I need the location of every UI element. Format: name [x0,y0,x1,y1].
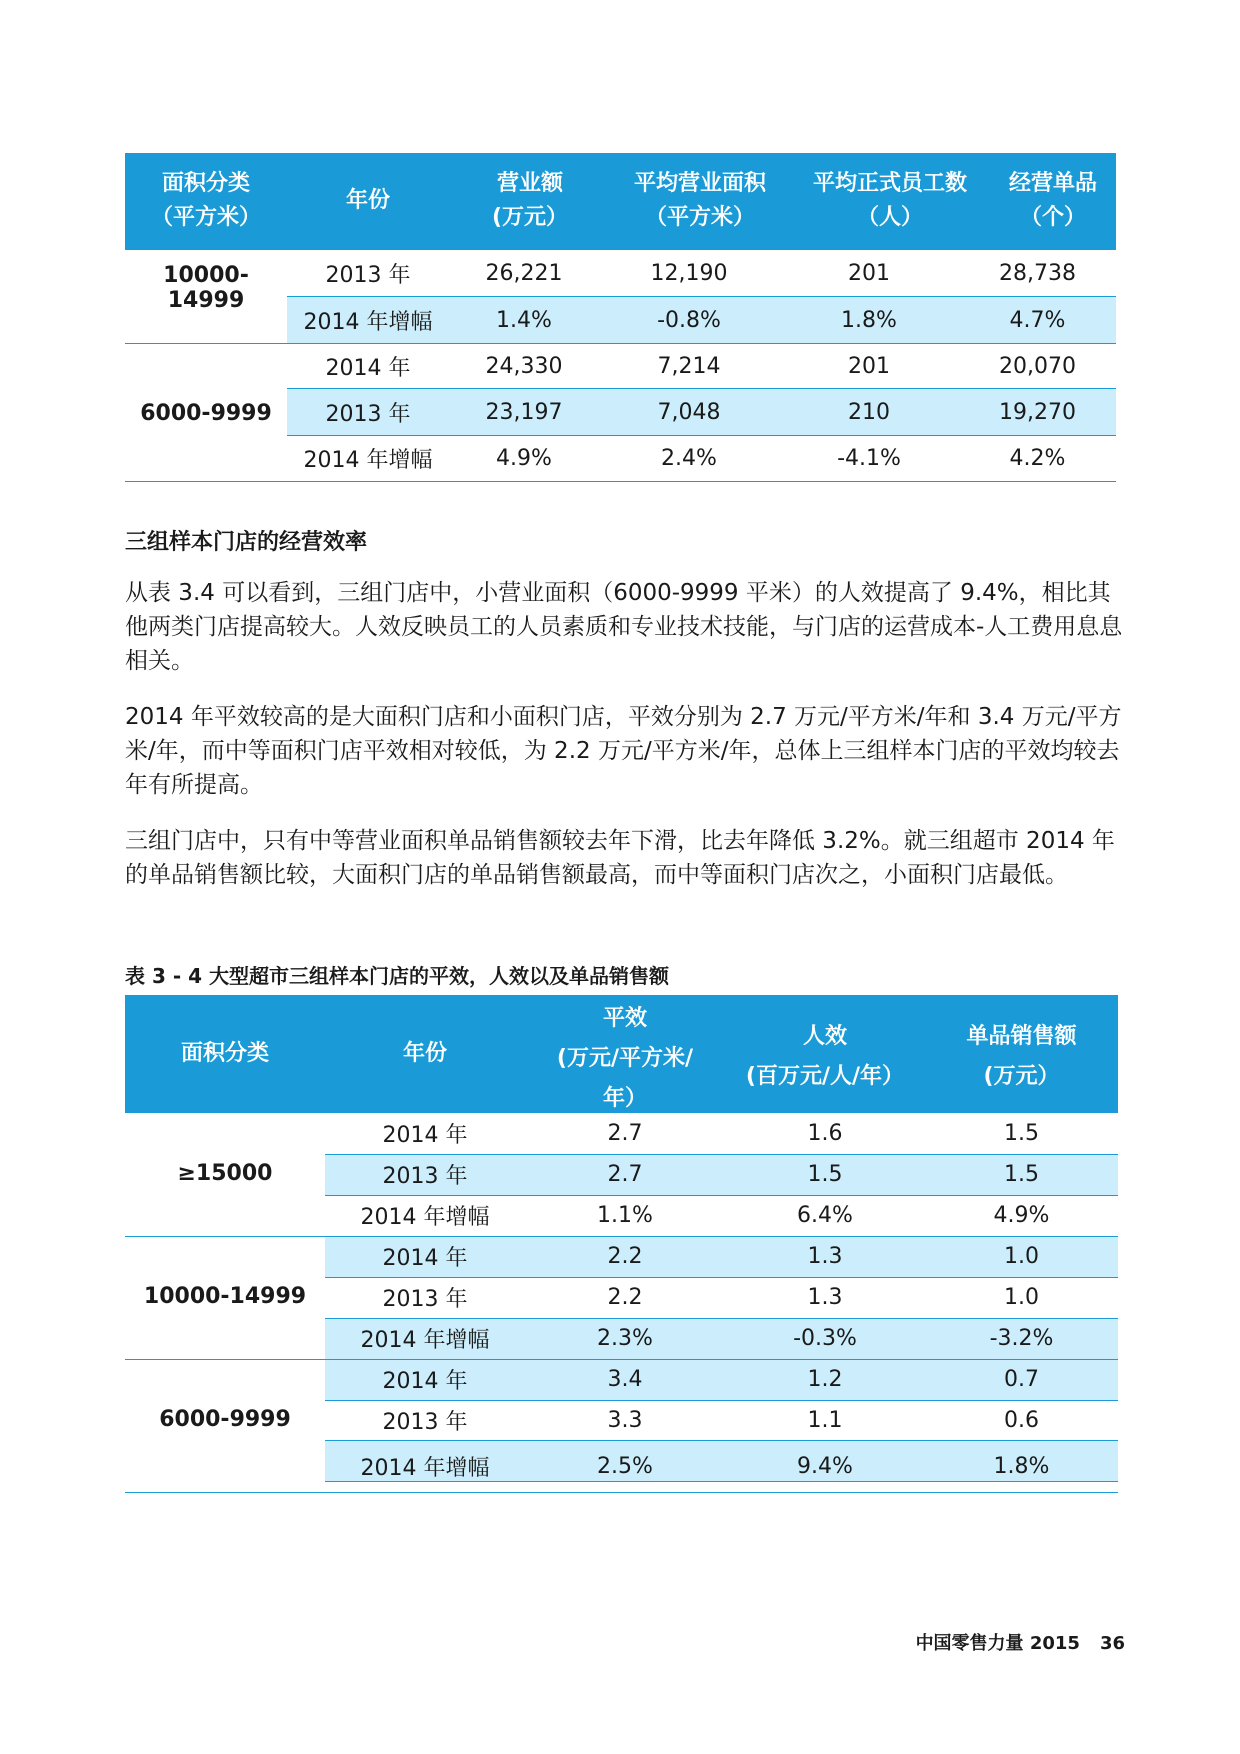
value-cell: 201 [848,261,890,286]
value-cell: 24,330 [485,353,563,379]
value-cell: 1.0 [1004,1244,1039,1269]
value-cell: 7,048 [657,399,721,425]
t1-segment-6000-9999: 6000-9999 [140,401,272,426]
value-cell: 3.4 [607,1367,643,1392]
table-row [325,1195,1118,1236]
value-cell: 26,221 [485,261,563,286]
value-cell: 1.0 [1004,1285,1039,1310]
value-cell: 6.4% [797,1203,853,1228]
value-cell: 1.5 [1004,1162,1039,1187]
page-footer [896,1629,1125,1655]
value-cell: -0.3% [793,1326,857,1351]
t1-segment-10000-14999: 10000-14999 [163,263,249,313]
year-cell: 2013 年 [325,401,411,427]
t1-header-sku: 经营单品 （个） [1008,171,1097,230]
table-row [287,343,1116,389]
t2-group-2-rows [325,1236,1118,1359]
value-cell: 28,738 [999,261,1076,286]
t2-header-sku-sales: 单品销售额 (万元） [966,1024,1077,1089]
paragraph-1: 从表 3.4 可以看到，三组门店中，小营业面积（6000-9999 平米）的人效提高了 9.4%，相比其他两类门店提高较大。人效反映员工的人员素质和专业技术技能，与门店的运营成本-人工费用息息相关。 [125,580,1123,674]
t2-segment-10000-14999: 10000-14999 [143,1284,307,1309]
value-cell: 4.9% [496,445,552,471]
value-cell: 12,190 [650,261,728,286]
table-2-caption: 表 3 - 4 大型超市三组样本门店的平效，人效以及单品销售额 [125,964,669,988]
t1-header-year: 年份 [345,188,390,213]
table-row [287,297,1116,343]
table-row [325,1113,1118,1154]
value-cell: 4.9% [993,1203,1050,1228]
value-cell: 23,197 [485,399,563,425]
year-cell: 2013 年 [325,263,411,288]
value-cell: 210 [848,399,890,425]
table-row [325,1318,1118,1359]
table-row [325,1154,1118,1195]
value-cell: 0.6 [1004,1408,1039,1433]
value-cell: 7,214 [657,353,721,379]
table-row [325,1236,1118,1277]
value-cell: 2.7 [607,1121,643,1146]
t2-group-1-rows [325,1113,1118,1236]
t2-segment-15000: ≥15000 [177,1161,273,1186]
year-cell: 2013 年 [382,1410,468,1435]
table-row [325,1277,1118,1318]
t1-header-area: 平均营业面积 （平方米） [633,171,766,230]
value-cell: -0.8% [657,307,721,333]
section-title: 三组样本门店的经营效率 [125,530,368,555]
value-cell: 2.5% [597,1454,653,1479]
year-cell: 2013 年 [382,1287,468,1312]
year-cell: 2014 年增幅 [303,309,433,335]
value-cell: 1.8% [841,307,897,333]
value-cell: 19,270 [999,399,1076,425]
year-cell: 2014 年增幅 [303,447,433,473]
year-cell: 2014 年 [382,1369,468,1394]
table-row [287,250,1116,297]
value-cell: 201 [848,353,890,379]
table-row [325,1400,1118,1441]
paragraph-3: 三组门店中，只有中等营业面积单品销售额较去年下滑，比去年降低 3.2%。就三组超市 2014 年的单品销售额比较，大面积门店的单品销售额最高，而中等面积门店次之，小面积门店最低。 [125,828,1115,888]
year-cell: 2014 年增幅 [360,1456,490,1481]
year-cell: 2014 年增幅 [360,1328,490,1353]
t2-header-year: 年份 [402,1041,447,1066]
value-cell: 1.8% [993,1454,1050,1479]
value-cell: 20,070 [999,353,1076,379]
value-cell: 4.7% [1009,307,1066,333]
footer-title: 中国零售力量 2015 [915,1633,1080,1654]
value-cell: 2.7 [607,1162,643,1187]
page-number: 36 [1099,1633,1125,1654]
value-cell: 1.3 [807,1285,843,1310]
t1-header-segment: 面积分类 （平方米） [150,171,261,230]
value-cell: 1.1 [807,1408,843,1433]
year-cell: 2014 年增幅 [360,1205,490,1230]
value-cell: 1.1% [597,1203,653,1228]
value-cell: 1.4% [496,307,552,333]
value-cell: 1.3 [807,1244,843,1269]
value-cell: 2.3% [597,1326,653,1351]
t2-group-3-rows [325,1359,1118,1492]
year-cell: 2014 年 [382,1246,468,1271]
value-cell: -4.1% [837,445,901,471]
value-cell: 1.5 [1004,1121,1039,1146]
value-cell: 2.4% [661,445,717,471]
value-cell: 1.6 [807,1121,843,1146]
year-cell: 2013 年 [382,1164,468,1189]
t2-header-sales-per-area: 平效 (万元/平方米/ 年） [556,1006,694,1111]
t2-segment-6000-9999: 6000-9999 [159,1407,291,1432]
t1-group-2-rows [287,343,1116,481]
t2-header-sales-per-staff: 人效 (百万元/人/年） [745,1024,905,1089]
value-cell: 1.5 [807,1162,843,1187]
t2-header-segment: 面积分类 [180,1041,269,1066]
value-cell: 4.2% [1009,445,1066,471]
value-cell: 1.2 [807,1367,843,1392]
t1-header-revenue: 营业额 (万元） [491,171,569,230]
table-row [287,435,1116,481]
t1-group-1-rows [287,250,1116,343]
year-cell: 2014 年 [382,1123,468,1148]
table-row [287,389,1116,435]
value-cell: 0.7 [1004,1367,1039,1392]
t1-header-staff: 平均正式员工数 （人） [812,171,967,230]
value-cell: 3.3 [607,1408,643,1433]
paragraph-2: 2014 年平效较高的是大面积门店和小面积门店，平效分别为 2.7 万元/平方米/年和 3.4 万元/平方米/年，而中等面积门店平效相对较低，为 2.2 万元/平方米/年，总体上三组样本门店的平效均较去年有所提高。 [125,704,1122,798]
table-row [325,1359,1118,1400]
value-cell: -3.2% [989,1326,1054,1351]
value-cell: 2.2 [607,1285,643,1310]
year-cell: 2014 年 [325,355,411,381]
value-cell: 9.4% [797,1454,853,1479]
table-row [325,1441,1118,1492]
value-cell: 2.2 [607,1244,643,1269]
